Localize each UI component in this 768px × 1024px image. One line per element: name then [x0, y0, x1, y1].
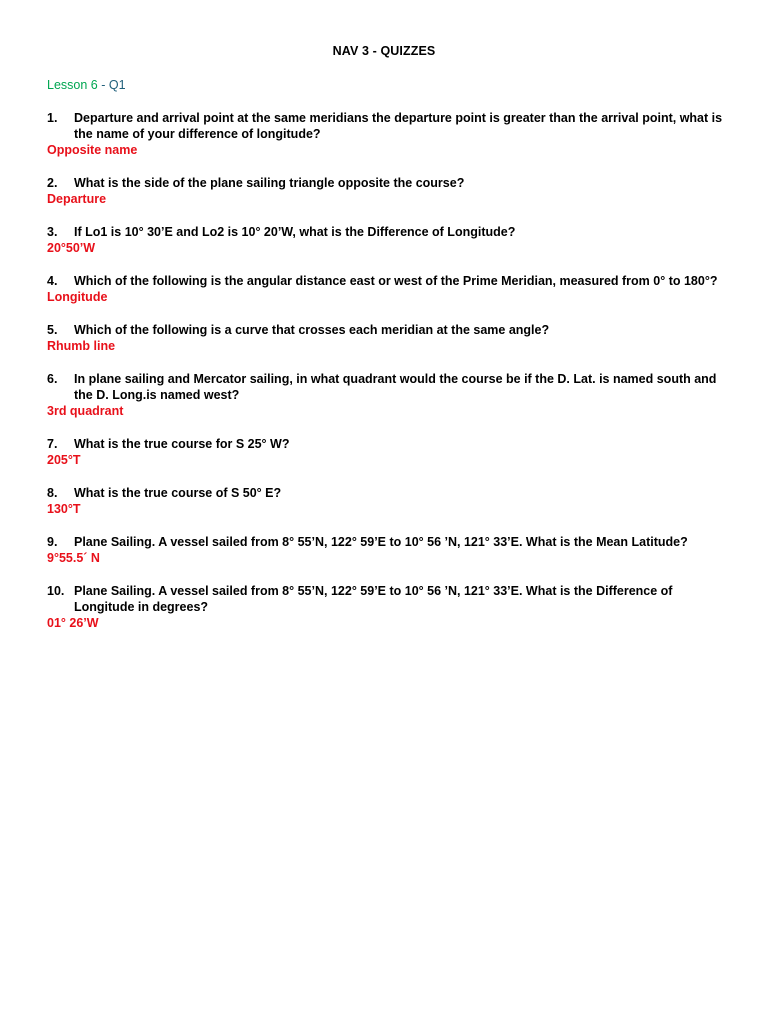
quiz-item [47, 224, 727, 256]
quiz-item [47, 273, 727, 305]
question-text [47, 583, 727, 615]
answer-text: 9°55.5´ N [47, 551, 100, 565]
question-body: What is the true course for S 25° W? [74, 437, 290, 451]
question-number: 1. [47, 111, 58, 125]
answer-text: 01° 26’W [47, 616, 99, 630]
question-text [47, 110, 727, 142]
question-text [47, 322, 727, 338]
answer-text: 20°50’W [47, 241, 96, 255]
question-number: 3. [47, 225, 58, 239]
answer-text: 130°T [47, 502, 81, 516]
quiz-item [47, 322, 727, 354]
question-text [47, 371, 727, 403]
question-number: 4. [47, 274, 58, 288]
question-number: 7. [47, 437, 58, 451]
question-body: What is the side of the plane sailing triangle opposite the course? [74, 176, 465, 190]
question-text [47, 534, 727, 550]
quiz-item [47, 175, 727, 207]
question-number: 5. [47, 323, 58, 337]
quiz-item [47, 485, 727, 517]
question-number: 6. [47, 372, 58, 386]
page-title: NAV 3 - QUIZZES [332, 44, 436, 58]
answer-text: 3rd quadrant [47, 404, 124, 418]
question-body: Plane Sailing. A vessel sailed from 8° 55’N, 122° 59’E to 10° 56 ’N, 121° 33’E. What is the Mean Latitude? [74, 535, 688, 549]
question-number: 9. [47, 535, 58, 549]
question-body: Departure and arrival point at the same meridians the departure point is greater than the arrival point, what is the name of your difference of longitude? [74, 111, 723, 141]
question-body: What is the true course of S 50° E? [74, 486, 282, 500]
quiz-item [47, 583, 727, 631]
quiz-item [47, 371, 727, 419]
question-body: Plane Sailing. A vessel sailed from 8° 55’N, 122° 59’E to 10° 56 ’N, 121° 33’E. What is the Difference of Longitude in degrees? [74, 584, 673, 614]
question-body: Which of the following is the angular distance east or west of the Prime Meridian, measured from 0° to 180°? [74, 274, 718, 288]
question-text [47, 175, 727, 191]
question-text [47, 485, 727, 501]
question-number: 10. [47, 584, 65, 598]
answer-text: Departure [47, 192, 107, 206]
question-text [47, 224, 727, 240]
question-body: If Lo1 is 10° 30’E and Lo2 is 10° 20’W, what is the Difference of Longitude? [74, 225, 516, 239]
lesson-heading [47, 78, 126, 92]
answer-text: Opposite name [47, 143, 138, 157]
question-text [47, 273, 727, 289]
quiz-item [47, 436, 727, 468]
answer-text: 205°T [47, 453, 81, 467]
question-number: 2. [47, 176, 58, 190]
question-body: In plane sailing and Mercator sailing, in what quadrant would the course be if the D. Lat. is named south and the D. Long.is named west? [74, 372, 717, 402]
question-text [47, 436, 727, 452]
quiz-item [47, 534, 727, 566]
question-body: Which of the following is a curve that crosses each meridian at the same angle? [74, 323, 550, 337]
lesson-separator: - [97, 78, 109, 92]
lesson-question-id: Q1 [108, 78, 126, 92]
quiz-item [47, 110, 727, 158]
answer-text: Rhumb line [47, 339, 116, 353]
question-number: 8. [47, 486, 58, 500]
lesson-name: Lesson 6 [47, 78, 98, 92]
answer-text: Longitude [47, 290, 108, 304]
